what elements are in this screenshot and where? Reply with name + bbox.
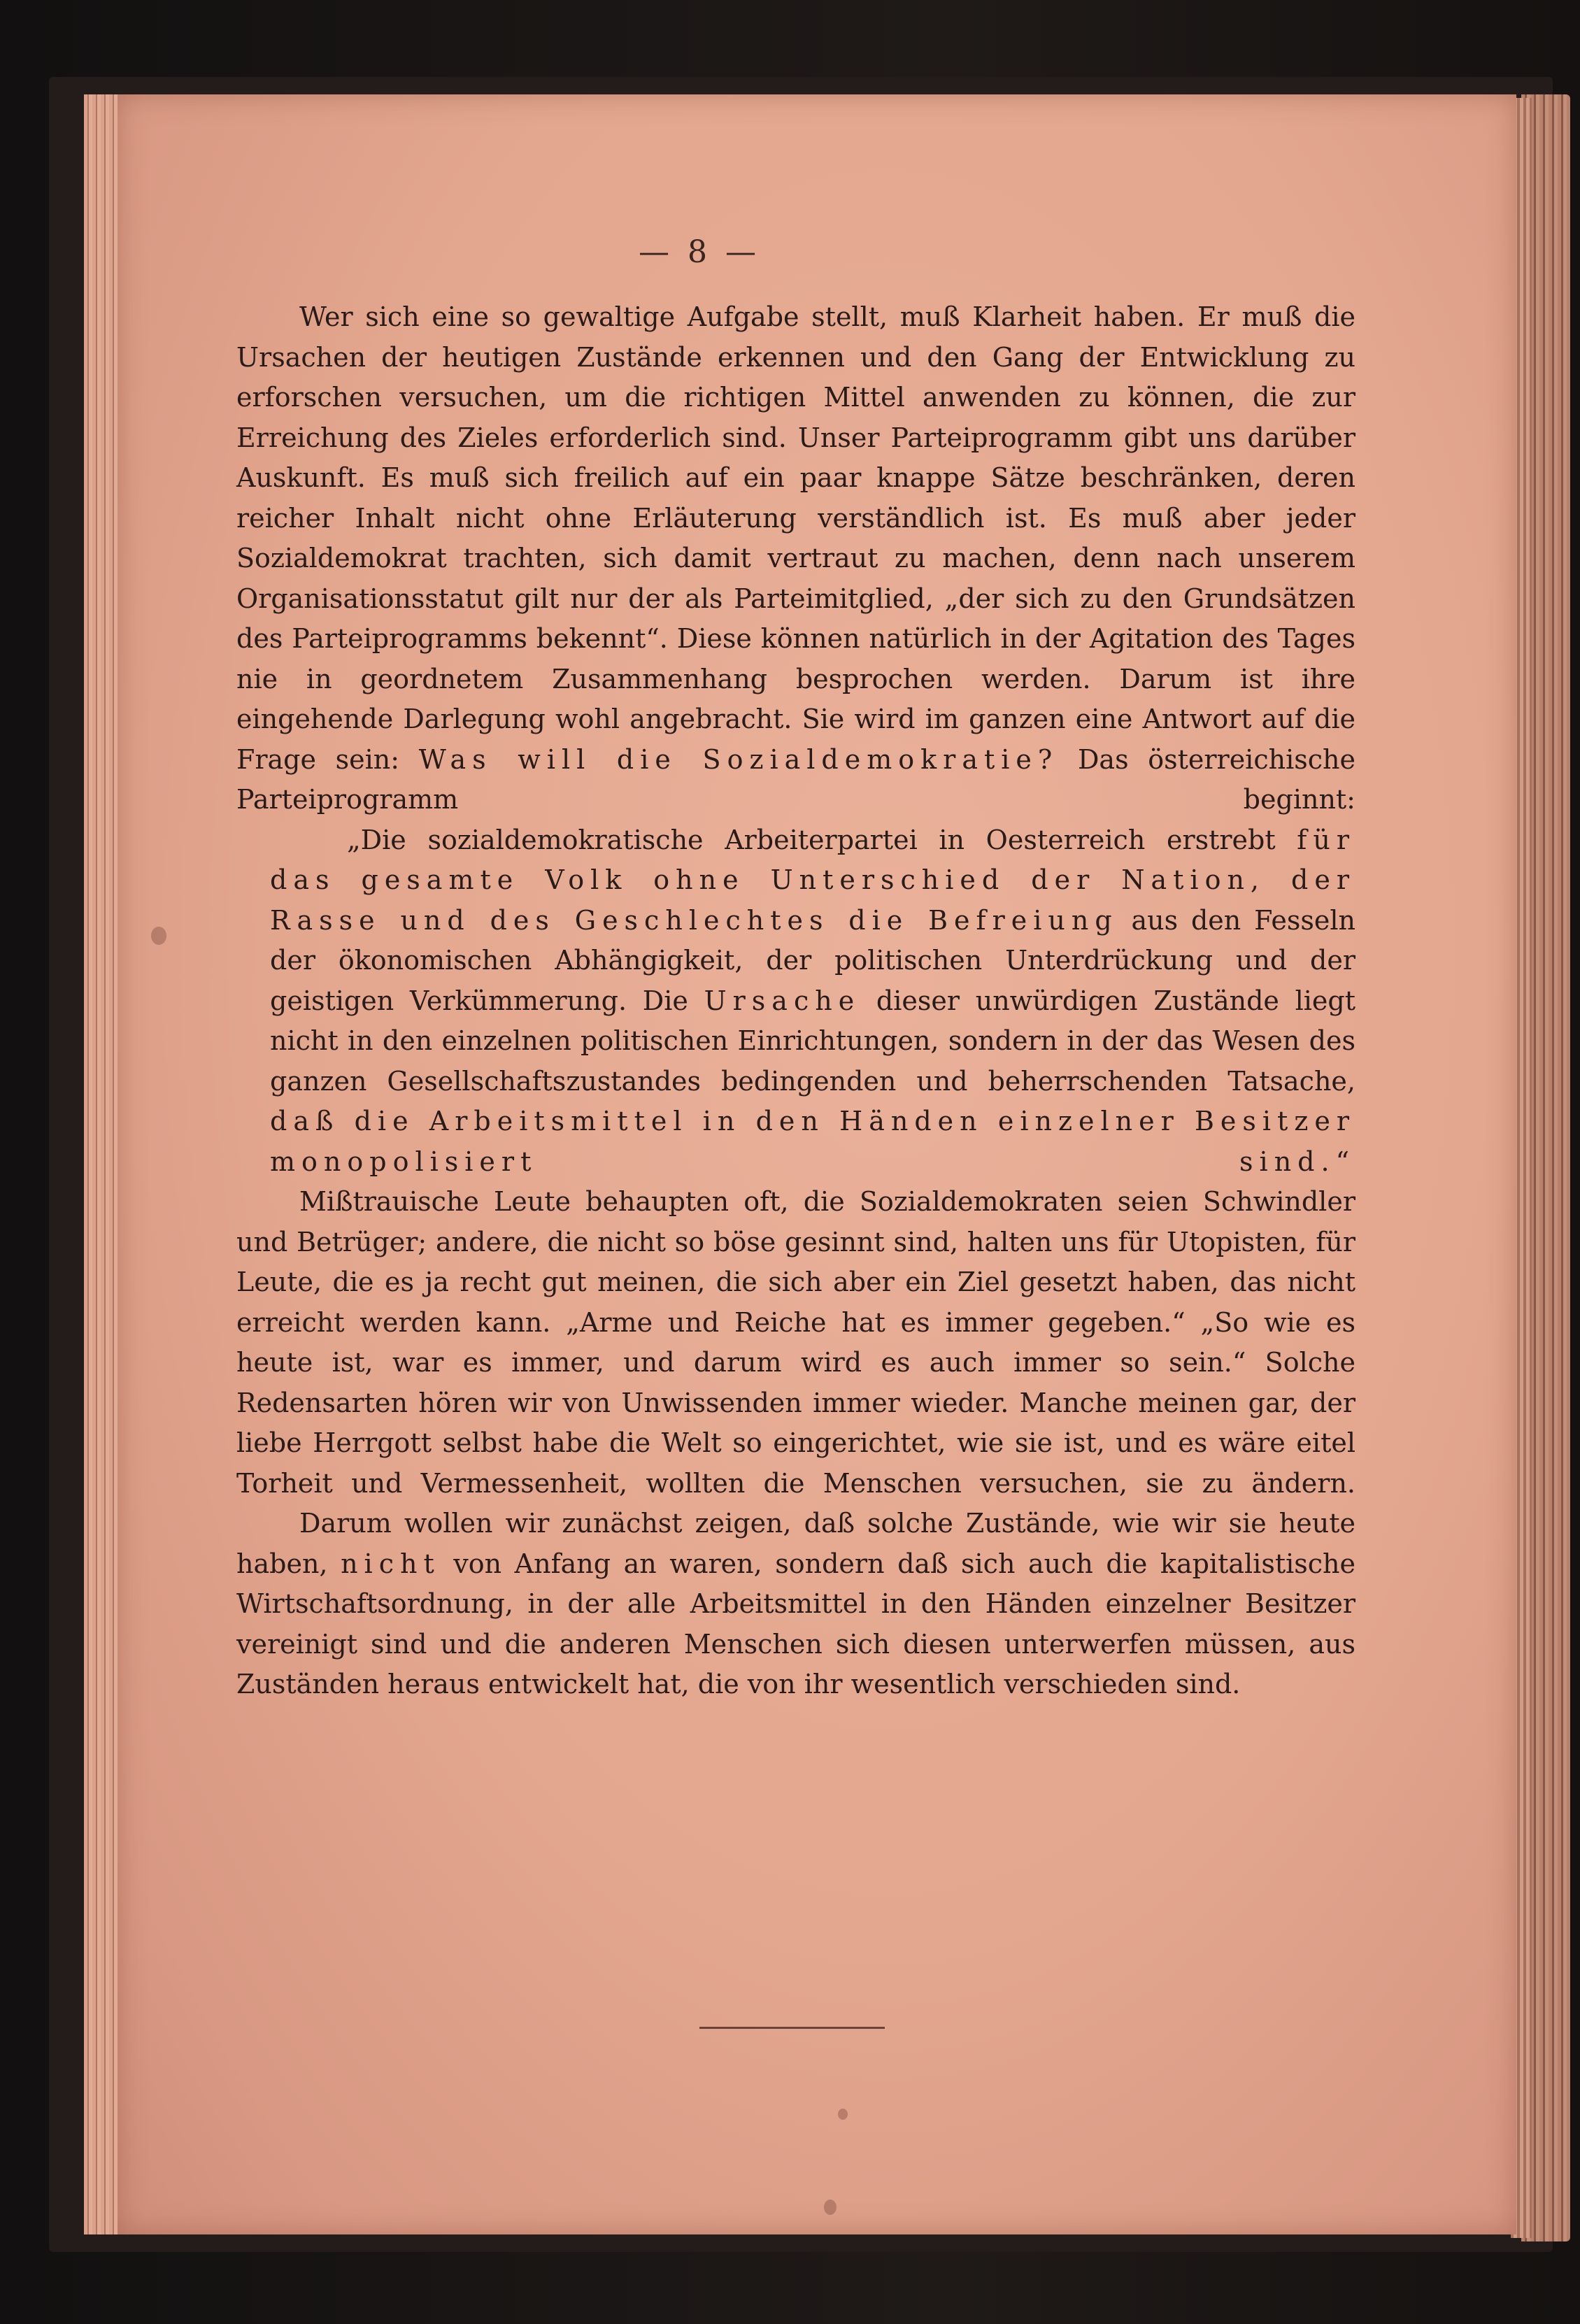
paper-stain <box>824 2200 837 2215</box>
page-number: — 8 — <box>639 234 760 270</box>
body-text <box>236 297 1355 1705</box>
paragraph-text: von Anfang an waren, sondern daß sich auch die kapitalistische Wirtschaftsordnung, in der alle Arbeitsmittel in den Händen einzelner Besitzer vereinigt sind und die anderen Menschen sich diesen unterwerfen müssen, aus Zuständen heraus entwickelt hat, die von ihr wesentlich verschieden sind. <box>236 1548 1355 1699</box>
paragraph-text: Wer sich eine so gewaltige Aufgabe stellt, muß Klarheit haben. Er muß die Ursachen der heutigen Zustände erkennen und den Gang der Entwicklung zu erforschen versuchen, um die richtigen Mittel anwenden zu können, die zur Erreichung des Zieles erforderlich sind. Unser Parteiprogramm gibt uns darüber Auskunft. Es muß sich freilich auf ein paar knappe Sätze beschränken, deren reicher Inhalt nicht ohne Erläuterung verständlich ist. Es muß aber jeder Sozialdemokrat trachten, sich damit vertraut zu machen, denn nach unserem Organisationsstatut gilt nur der als Parteimitglied, „der sich zu den Grundsätzen des Parteiprogramms bekennt“. Diese können natürlich in der Agitation des Tages nie in geordnetem Zusammenhang besprochen werden. Darum ist ihre eingehende Darlegung wohl angebracht. Sie wird im ganzen eine Antwort auf die Frage sein: <box>236 301 1355 775</box>
paper-stain <box>151 927 166 945</box>
emphasis-text: daß die Arbeitsmittel in den Händen einzelner Besitzer monopolisiert sind.“ <box>270 1106 1355 1177</box>
paper-stain <box>838 2109 848 2120</box>
paragraph-conclusion <box>236 1504 1355 1705</box>
paragraph-text: Mißtrauische Leute behaupten oft, die Sozialdemokraten seien Schwindler und Betrüger; andere, die nicht so böse gesinnt sind, halten uns für Utopisten, für Leute, die es ja recht gut meinen, die sich aber ein Ziel gesetzt haben, das nicht erreicht werden kann. „Arme und Reiche hat es immer gegeben.“ „So wie es heute ist, war es immer, und darum wird es auch immer so sein.“ Solche Redensarten hören wir von Unwissenden immer wieder. Manche meinen gar, der liebe Herrgott selbst habe die Welt so eingerichtet, wie sie ist, und es wäre eitel Torheit und Vermessenheit, wollten die Menschen versuchen, sie zu ändern. <box>236 1186 1355 1499</box>
paragraph-text: Das österreichische Parteiprogramm beginnt: <box>236 743 1355 815</box>
paragraph-intro <box>236 297 1355 820</box>
emphasis-text: Ursache <box>704 985 861 1016</box>
emphasis-text: für das gesamte Volk ohne Unterschied der Nation, der Rasse und des Geschlechtes die Befreiung <box>270 824 1355 936</box>
emphasis-text: Was will die Sozialdemokratie? <box>418 743 1059 775</box>
paragraph-text: Darum wollen wir zunächst zeigen, daß solche Zustände, wie wir sie heute haben, <box>236 1508 1355 1579</box>
quote-text: aus den Fesseln der ökonomischen Abhängigkeit, der politischen Unterdrückung und der geistigen Verkümmerung. Die <box>270 904 1355 1016</box>
emphasis-text: nicht <box>341 1548 441 1579</box>
program-quote <box>270 820 1355 1183</box>
quote-text: dieser unwürdigen Zustände liegt nicht in den einzelnen politischen Einrichtungen, sondern in der das Wesen des ganzen Gesellschaftszustandes bedingenden und beherrschenden Tatsache, <box>270 985 1355 1097</box>
quote-text: „Die sozialdemokratische Arbeiterpartei in Oesterreich erstrebt <box>347 824 1276 855</box>
section-rule <box>699 2027 885 2029</box>
paragraph-skeptics <box>236 1182 1355 1504</box>
